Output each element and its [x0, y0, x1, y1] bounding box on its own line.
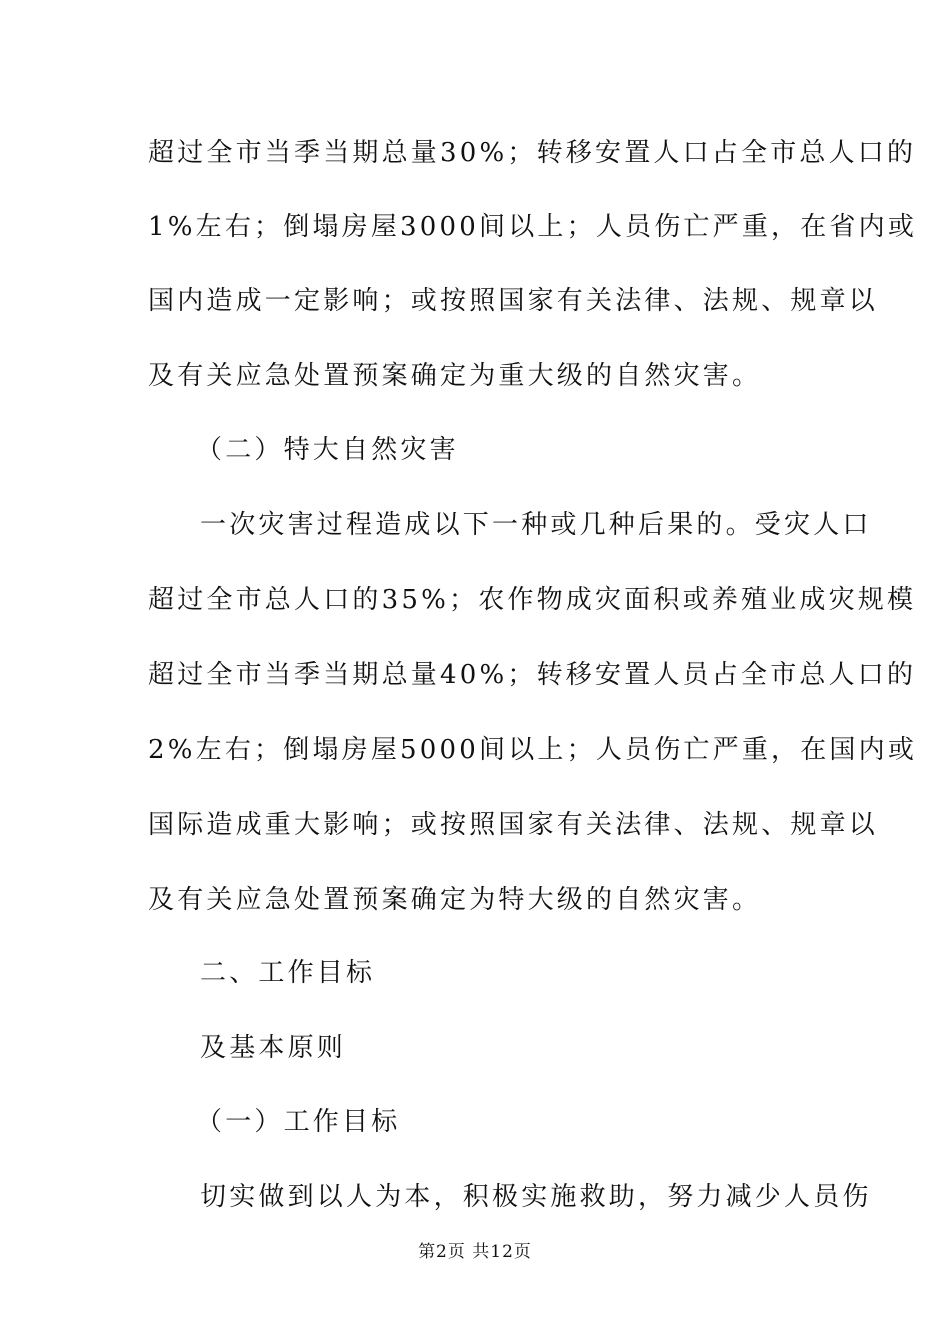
body-text-line: 超过全市总人口的35%；农作物成灾面积或养殖业成灾规模	[148, 585, 917, 615]
body-text-line: 国内造成一定影响；或按照国家有关法律、法规、规章以	[148, 286, 879, 316]
body-text-line: 及有关应急处置预案确定为重大级的自然灾害。	[148, 361, 762, 391]
body-text-line: 2%左右；倒塌房屋5000间以上；人员伤亡严重，在国内或	[148, 735, 918, 765]
body-text-line: 超过全市当季当期总量40%；转移安置人员占全市总人口的	[148, 660, 917, 690]
body-text-line: 一次灾害过程造成以下一种或几种后果的。受灾人口	[200, 510, 872, 540]
body-text-line: 及有关应急处置预案确定为特大级的自然灾害。	[148, 885, 762, 915]
page-footer: 第2页 共12页	[418, 1242, 532, 1262]
section-heading: 及基本原则	[200, 1033, 347, 1063]
body-text-line: 切实做到以人为本，积极实施救助，努力减少人员伤	[200, 1182, 872, 1212]
section-heading: （二）特大自然灾害	[196, 435, 459, 465]
body-text-line: 超过全市当季当期总量30%；转移安置人口占全市总人口的	[148, 138, 917, 168]
body-text-line: 国际造成重大影响；或按照国家有关法律、法规、规章以	[148, 810, 879, 840]
body-text-line: 1%左右；倒塌房屋3000间以上；人员伤亡严重，在省内或	[148, 212, 918, 242]
section-heading: 二、工作目标	[200, 958, 376, 988]
subsection-heading: （一）工作目标	[196, 1107, 401, 1137]
